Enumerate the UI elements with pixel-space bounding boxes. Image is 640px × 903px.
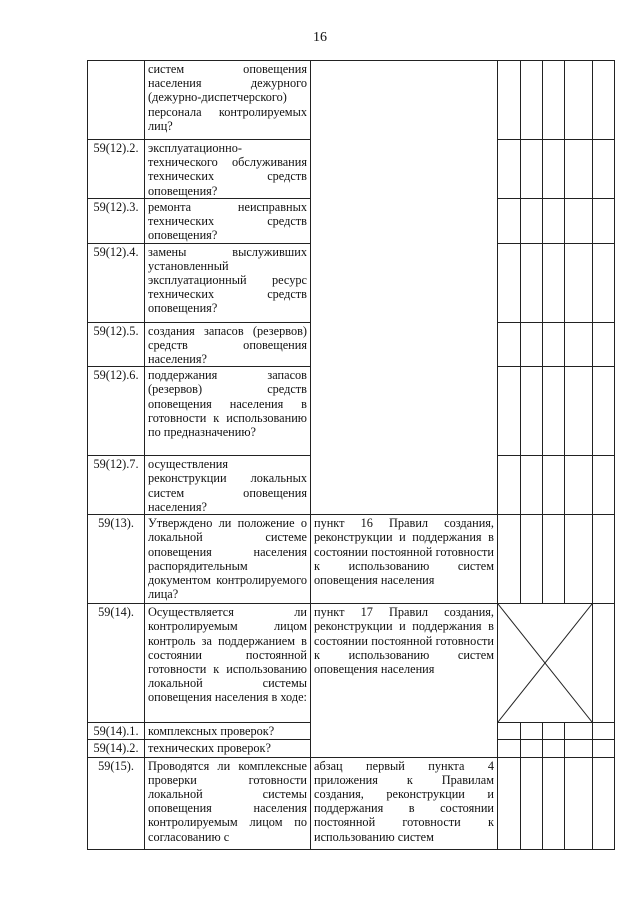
cross-mark-icon [498, 604, 592, 722]
answer-cell [565, 740, 593, 757]
question-text: поддержания запасов (резервов) средств оповещения населения в готовности к использованию по предназначению? [145, 367, 311, 456]
row-number: 59(12).4. [88, 243, 145, 322]
legal-reference: абзац первый пункта 4 приложения к Правилам создания, реконструкции и поддержания в состоянии постоянной готовности к использованию систем [311, 757, 498, 849]
legal-reference: пункт 16 Правил создания, реконструкции и поддержания в состоянии постоянной готовности к использованию систем оповещения населения [311, 515, 498, 604]
question-text: ремонта неисправных технических средств оповещения? [145, 199, 311, 244]
row-number: 59(14).2. [88, 740, 145, 757]
table-row [88, 604, 615, 723]
crossed-out-cell [498, 604, 593, 723]
answer-cell [543, 322, 565, 367]
answer-cell [543, 367, 565, 456]
answer-cell [498, 243, 521, 322]
answer-cell [543, 723, 565, 740]
page-number: 16 [313, 30, 327, 45]
answer-cell [565, 367, 593, 456]
answer-cell [565, 243, 593, 322]
notes-cell [593, 199, 615, 244]
notes-cell [593, 140, 615, 199]
answer-cell [565, 456, 593, 515]
answer-cell [521, 140, 543, 199]
row-number [88, 61, 145, 140]
checklist-table [87, 60, 615, 850]
row-number: 59(12).5. [88, 322, 145, 367]
answer-cell [543, 61, 565, 140]
answer-cell [521, 456, 543, 515]
answer-cell [521, 61, 543, 140]
answer-cell [543, 243, 565, 322]
question-text: систем оповещения населения дежурного (дежурно-диспетчерского) персонала контролируемых лиц? [145, 61, 311, 140]
row-number: 59(12).3. [88, 199, 145, 244]
row-number: 59(13). [88, 515, 145, 604]
notes-cell [593, 515, 615, 604]
answer-cell [543, 140, 565, 199]
legal-reference: пункт 17 Правил создания, реконструкции и поддержания в состоянии постоянной готовности к использованию систем оповещения населения [311, 604, 498, 757]
answer-cell [543, 199, 565, 244]
answer-cell [565, 515, 593, 604]
answer-cell [498, 322, 521, 367]
notes-cell [593, 367, 615, 456]
answer-cell [565, 140, 593, 199]
question-text: Проводятся ли комплексные проверки готовности локальной системы оповещения населения контролируемым лицом по согласованию с [145, 757, 311, 849]
row-number: 59(12).2. [88, 140, 145, 199]
question-text: технических проверок? [145, 740, 311, 757]
table-row [88, 757, 615, 849]
answer-cell [521, 515, 543, 604]
legal-reference-cell [311, 61, 498, 515]
row-number: 59(12).6. [88, 367, 145, 456]
answer-cell [565, 757, 593, 849]
answer-cell [543, 740, 565, 757]
notes-cell [593, 243, 615, 322]
answer-cell [498, 723, 521, 740]
notes-cell [593, 757, 615, 849]
answer-cell [543, 456, 565, 515]
table-row [88, 515, 615, 604]
question-text: комплексных проверок? [145, 723, 311, 740]
answer-cell [521, 367, 543, 456]
notes-cell [593, 456, 615, 515]
notes-cell [593, 61, 615, 140]
question-text: Осуществляется ли контролируемым лицом контроль за поддержанием в состоянии постоянной готовности к использованию локальной системы оповещения населения в ходе: [145, 604, 311, 723]
answer-cell [521, 757, 543, 849]
answer-cell [543, 757, 565, 849]
answer-cell [521, 723, 543, 740]
notes-cell [593, 740, 615, 757]
question-text: Утверждено ли положение о локальной системе оповещения населения распорядительным документом контролируемого лица? [145, 515, 311, 604]
answer-cell [521, 243, 543, 322]
question-text: осуществления реконструкции локальных систем оповещения населения? [145, 456, 311, 515]
answer-cell [521, 322, 543, 367]
answer-cell [543, 515, 565, 604]
notes-cell [593, 604, 615, 723]
question-text: создания запасов (резервов) средств оповещения населения? [145, 322, 311, 367]
answer-cell [565, 61, 593, 140]
answer-cell [565, 199, 593, 244]
answer-cell [521, 199, 543, 244]
table-row [88, 61, 615, 140]
question-text: эксплуатационно-технического обслуживания технических средств оповещения? [145, 140, 311, 199]
answer-cell [521, 740, 543, 757]
answer-cell [498, 515, 521, 604]
row-number: 59(14). [88, 604, 145, 723]
answer-cell [498, 456, 521, 515]
answer-cell [498, 199, 521, 244]
answer-cell [565, 322, 593, 367]
notes-cell [593, 723, 615, 740]
row-number: 59(12).7. [88, 456, 145, 515]
row-number: 59(15). [88, 757, 145, 849]
answer-cell [498, 740, 521, 757]
answer-cell [498, 757, 521, 849]
answer-cell [498, 367, 521, 456]
notes-cell [593, 322, 615, 367]
row-number: 59(14).1. [88, 723, 145, 740]
answer-cell [498, 61, 521, 140]
question-text: замены выслуживших установленный эксплуатационный ресурс технических средств оповещения? [145, 243, 311, 322]
answer-cell [565, 723, 593, 740]
answer-cell [498, 140, 521, 199]
